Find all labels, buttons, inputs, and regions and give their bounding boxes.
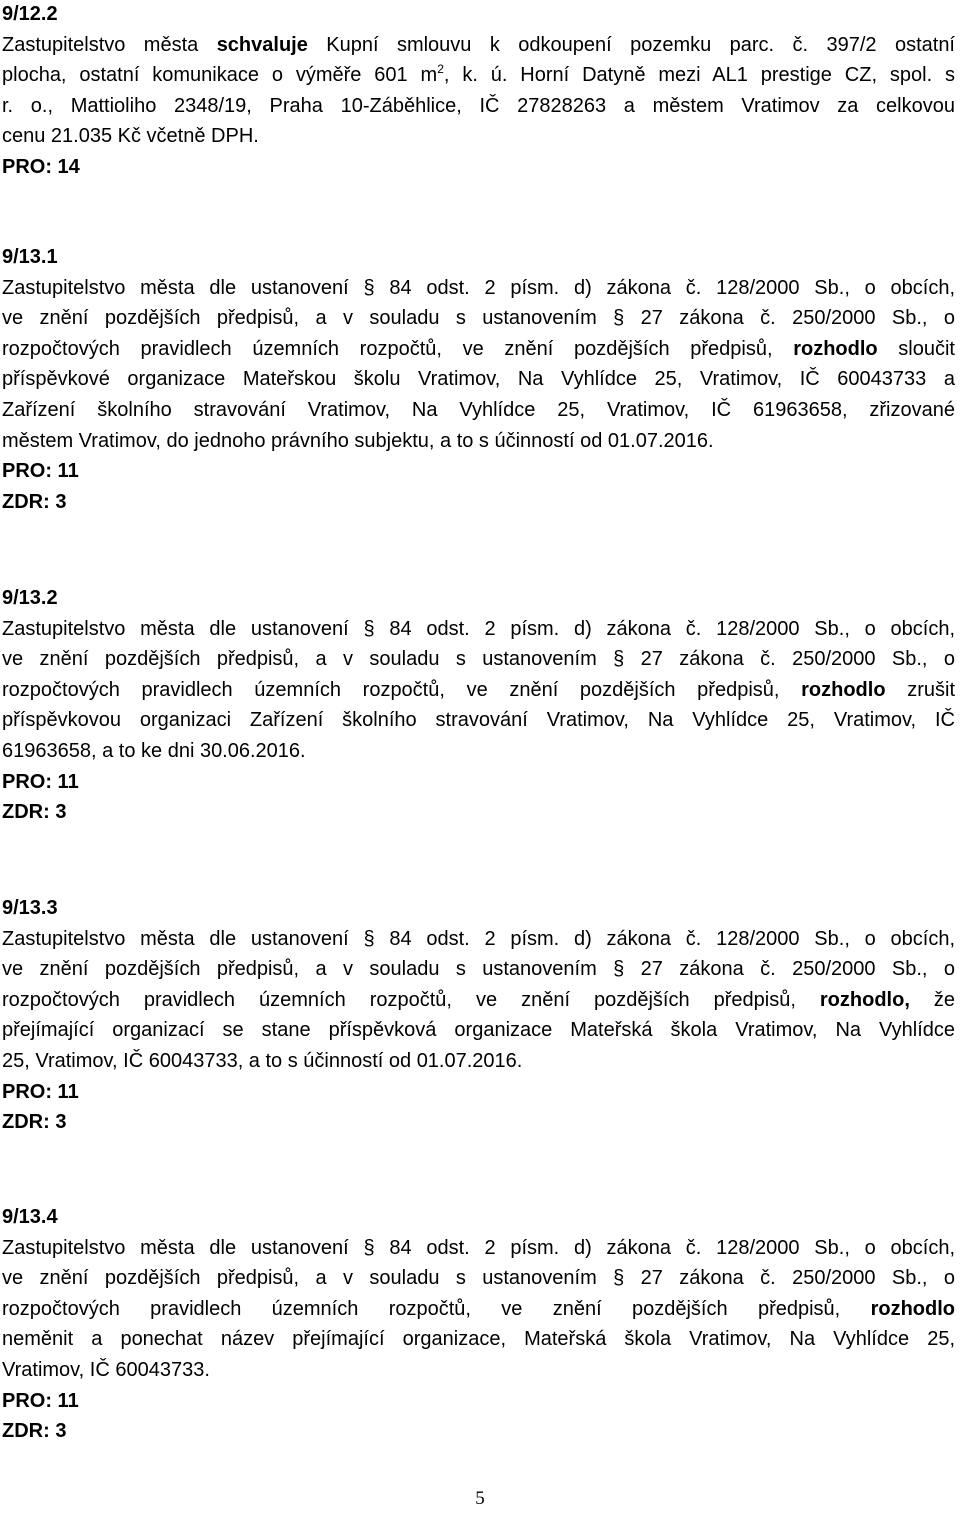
- resolution-9-12-2: [2, 0, 955, 183]
- vote-pro: PRO: 11: [2, 770, 79, 793]
- vote-zdr: ZDR: 3: [2, 1420, 67, 1443]
- resolution-9-13-4: [2, 1202, 955, 1447]
- resolution-number: 9/12.2: [2, 3, 58, 25]
- text-line: Zařízení školního stravování Vratimov, Na Vyhlídce 25, Vratimov, IČ 61963658, zřizované: [2, 398, 955, 421]
- keyword-rozhodlo: rozhodlo: [793, 337, 878, 360]
- text-line: ve znění pozdějších předpisů, a v souladu s ustanovením § 27 zákona č. 250/2000 Sb., o: [2, 307, 955, 330]
- resolution-9-13-2: [2, 583, 955, 828]
- keyword-rozhodlo: rozhodlo: [870, 1297, 955, 1320]
- text-line: rozpočtových pravidlech územních rozpočtů, ve znění pozdějších předpisů, rozhodlo zrušit: [2, 678, 955, 701]
- text-line: 25, Vratimov, IČ 60043733, a to s účinností od 01.07.2016.: [2, 1049, 523, 1072]
- superscript: 2: [437, 62, 444, 77]
- text-line: příspěvkové organizace Mateřskou školu Vratimov, Na Vyhlídce 25, Vratimov, IČ 60043733 a: [2, 368, 955, 391]
- text-line: neměnit a ponechat název přejímající organizace, Mateřská škola Vratimov, Na Vyhlídce 25,: [2, 1328, 955, 1351]
- vote-pro: PRO: 14: [2, 155, 80, 178]
- text-line: Zastupitelstvo města dle ustanovení § 84 odst. 2 písm. d) zákona č. 128/2000 Sb., o obcích,: [2, 1236, 955, 1259]
- vote-pro: PRO: 11: [2, 460, 79, 483]
- text-line: ve znění pozdějších předpisů, a v souladu s ustanovením § 27 zákona č. 250/2000 Sb., o: [2, 958, 955, 981]
- text-line: rozpočtových pravidlech územních rozpočtů, ve znění pozdějších předpisů, rozhodlo sloučit: [2, 337, 955, 360]
- resolution-number: 9/13.1: [2, 246, 58, 268]
- text-line: Zastupitelstvo města schvaluje Kupní smlouvu k odkoupení pozemku parc. č. 397/2 ostatní: [2, 33, 955, 56]
- resolution-9-13-3: [2, 893, 955, 1138]
- text-line: Vratimov, IČ 60043733.: [2, 1358, 210, 1381]
- text-line: přejímající organizací se stane příspěvková organizace Mateřská škola Vratimov, Na Vyhlídce: [2, 1019, 955, 1042]
- vote-pro: PRO: 11: [2, 1389, 79, 1412]
- vote-zdr: ZDR: 3: [2, 801, 67, 824]
- text-line: městem Vratimov, do jednoho právního subjektu, a to s účinností od 01.07.2016.: [2, 429, 714, 452]
- text-line: Zastupitelstvo města dle ustanovení § 84 odst. 2 písm. d) zákona č. 128/2000 Sb., o obcích,: [2, 617, 955, 640]
- keyword-rozhodlo: rozhodlo,: [819, 988, 910, 1011]
- text-line: r. o., Mattioliho 2348/19, Praha 10-Záběhlice, IČ 27828263 a městem Vratimov za celkovou: [2, 94, 955, 117]
- page-number: 5: [475, 1488, 485, 1509]
- vote-pro: PRO: 11: [2, 1080, 79, 1103]
- resolution-number: 9/13.4: [2, 1206, 58, 1228]
- keyword-rozhodlo: rozhodlo: [801, 678, 886, 701]
- resolution-number: 9/13.2: [2, 587, 58, 609]
- keyword-schvaluje: schvaluje: [216, 33, 308, 56]
- text-line: příspěvkovou organizaci Zařízení školního stravování Vratimov, Na Vyhlídce 25, Vratimov, IČ: [2, 709, 955, 732]
- vote-zdr: ZDR: 3: [2, 490, 67, 513]
- text-line: rozpočtových pravidlech územních rozpočtů, ve znění pozdějších předpisů, rozhodlo: [2, 1297, 955, 1320]
- text-line: Zastupitelstvo města dle ustanovení § 84 odst. 2 písm. d) zákona č. 128/2000 Sb., o obcích,: [2, 927, 955, 950]
- text-line: rozpočtových pravidlech územních rozpočtů, ve znění pozdějších předpisů, rozhodlo, že: [2, 988, 955, 1011]
- text-line: Zastupitelstvo města dle ustanovení § 84 odst. 2 písm. d) zákona č. 128/2000 Sb., o obcích,: [2, 276, 955, 299]
- text-line: plocha, ostatní komunikace o výměře 601 $m^2$, k. ú. Horní Datyně mezi AL1 prestige CZ, spol. s: [2, 62, 955, 87]
- vote-zdr: ZDR: 3: [2, 1111, 67, 1134]
- resolution-number: 9/13.3: [2, 897, 58, 919]
- text-line: ve znění pozdějších předpisů, a v souladu s ustanovením § 27 zákona č. 250/2000 Sb., o: [2, 1267, 955, 1290]
- text-line: cenu 21.035 Kč včetně DPH.: [2, 125, 259, 148]
- text-line: 61963658, a to ke dni 30.06.2016.: [2, 739, 306, 762]
- resolution-9-13-1: [2, 242, 955, 517]
- text-line: ve znění pozdějších předpisů, a v souladu s ustanovením § 27 zákona č. 250/2000 Sb., o: [2, 648, 955, 671]
